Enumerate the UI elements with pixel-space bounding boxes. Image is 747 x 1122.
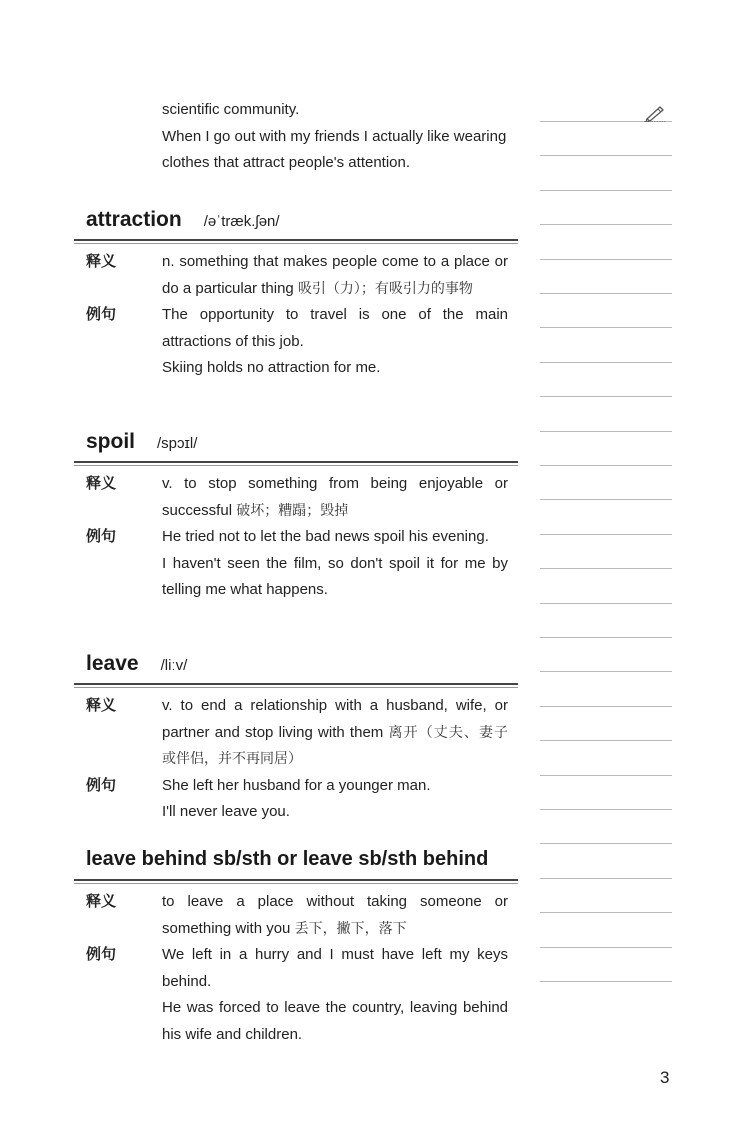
- note-line: [540, 327, 672, 328]
- example-sentence: I'll never leave you.: [162, 803, 290, 820]
- definition-chinese: 丢下，撇下，落下: [294, 920, 407, 937]
- definition-label: 释义: [86, 253, 117, 270]
- headword: spoil: [86, 430, 136, 453]
- pronunciation: /spɔɪl/: [157, 435, 198, 452]
- note-line: [540, 740, 672, 741]
- example-sentence: scientific community.: [162, 101, 300, 118]
- example-sentence: Skiing holds no attraction for me.: [162, 359, 381, 376]
- headword-rule: [74, 461, 518, 466]
- example-sentence: We left in a hurry and I must have left my keys behind.: [162, 946, 508, 990]
- note-line: [540, 499, 672, 500]
- example-label: 例句: [86, 776, 117, 794]
- definition-chinese: 离开（丈夫、妻子或伴侣，并不再同居）: [162, 724, 509, 767]
- example-row: [74, 942, 518, 1048]
- note-line: [540, 637, 672, 638]
- definition-chinese: 破坏；糟蹋；毁掉: [236, 502, 349, 519]
- definition-english: n. something that makes people come to a place or do a particular thing: [162, 253, 508, 297]
- headword-rule: [74, 879, 518, 884]
- note-line: [540, 603, 672, 604]
- definition-row: [74, 249, 518, 302]
- definition-english: to leave a place without taking someone or something with you: [162, 893, 508, 937]
- example-sentence: When I go out with my friends I actually like wearing clothes that attract people's attention.: [162, 127, 507, 171]
- note-line: [540, 878, 672, 879]
- note-line: [540, 981, 672, 982]
- example-row: [74, 302, 518, 382]
- note-line: [540, 190, 672, 191]
- note-line: [540, 362, 672, 363]
- note-line: [540, 259, 672, 260]
- headword: attraction: [86, 208, 182, 231]
- example-row: [74, 524, 518, 604]
- definition-english: v. to end a relationship with a husband, wife, or partner and stop living with them: [162, 697, 508, 741]
- definition-label: 释义: [86, 697, 117, 714]
- note-line: [540, 396, 672, 397]
- headword-row: [74, 208, 518, 238]
- pronunciation: /əˈtræk.ʃən/: [203, 213, 280, 230]
- entry-spoil: [74, 430, 518, 604]
- note-line: [540, 947, 672, 948]
- definition-row: [74, 889, 518, 942]
- note-line: [540, 155, 672, 156]
- pencil-icon: [644, 104, 666, 122]
- example-label: 例句: [86, 528, 117, 545]
- note-line: [540, 706, 672, 707]
- headword-rule: [74, 683, 518, 688]
- note-line: [540, 534, 672, 535]
- headword-rule: [74, 239, 518, 244]
- note-line: [540, 465, 672, 466]
- continued-examples: [162, 97, 508, 177]
- note-line: [540, 775, 672, 776]
- definition-english: v. to stop something from being enjoyable or successful: [162, 475, 508, 519]
- note-line: [540, 912, 672, 913]
- headword-row: [74, 430, 518, 460]
- example-row: [74, 773, 518, 826]
- example-label: 例句: [86, 306, 117, 323]
- definition-label: 释义: [86, 893, 117, 910]
- page-number: 3: [660, 1068, 670, 1087]
- pronunciation: /liːv/: [160, 657, 188, 674]
- note-line: [540, 224, 672, 225]
- example-sentence: He tried not to let the bad news spoil his evening.: [162, 528, 489, 545]
- entry-leave: [74, 652, 518, 826]
- headword: leave: [86, 652, 139, 675]
- entry-attraction: [74, 208, 518, 382]
- headword-row: [74, 652, 518, 682]
- note-line: [540, 431, 672, 432]
- note-line: [540, 568, 672, 569]
- example-label: 例句: [86, 946, 117, 963]
- example-sentence: I haven't seen the film, so don't spoil it for me by telling me what happens.: [162, 554, 508, 598]
- example-sentence: She left her husband for a younger man.: [162, 776, 431, 794]
- note-line: [540, 293, 672, 294]
- definition-chinese: 吸引（力）；有吸引力的事物: [297, 280, 473, 297]
- note-line: [540, 809, 672, 810]
- entry-leave-behind: [74, 848, 518, 1048]
- headword-row: [74, 848, 518, 878]
- note-line: [540, 671, 672, 672]
- definition-row: [74, 693, 518, 773]
- note-line: [540, 843, 672, 844]
- example-sentence: He was forced to leave the country, leaving behind his wife and children.: [162, 999, 508, 1043]
- example-sentence: The opportunity to travel is one of the main attractions of this job.: [162, 306, 508, 350]
- definition-label: 释义: [86, 475, 117, 492]
- headword: leave behind sb/sth or leave sb/sth behind: [86, 848, 489, 870]
- definition-row: [74, 471, 518, 524]
- notes-column: [538, 0, 674, 1122]
